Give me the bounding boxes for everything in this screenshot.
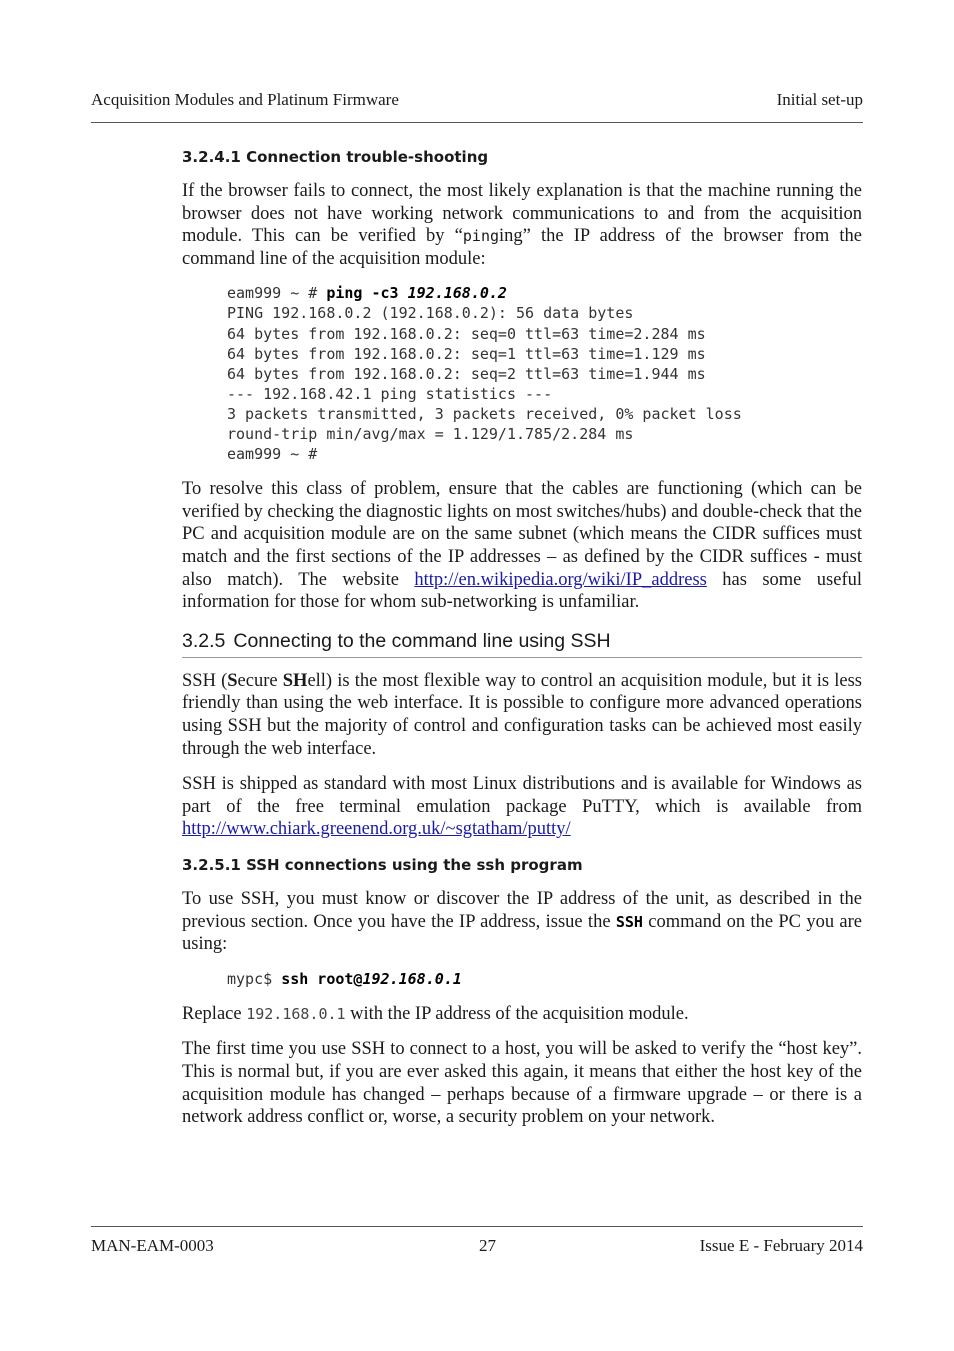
inline-command: ping <box>462 227 500 246</box>
page-header <box>91 90 863 114</box>
heading-3-2-4-1 <box>182 146 862 168</box>
code-line: 64 bytes from 192.168.0.2: seq=2 ttl=63 time=1.944 ms <box>227 364 706 383</box>
wikipedia-link[interactable]: http://en.wikipedia.org/wiki/IP_address <box>414 569 707 590</box>
code-line: round-trip min/avg/max = 1.129/1.785/2.284 ms <box>227 425 634 444</box>
code-command: ssh root@ <box>281 969 363 988</box>
code-line: 64 bytes from 192.168.0.2: seq=0 ttl=63 time=2.284 ms <box>227 324 706 343</box>
page-number: 27 <box>479 1236 496 1255</box>
code-line: 64 bytes from 192.168.0.2: seq=1 ttl=63 time=1.129 ms <box>227 344 706 363</box>
putty-link[interactable]: http://www.chiark.greenend.org.uk/~sgtatham/putty/ <box>182 819 571 840</box>
header-section: Initial set-up <box>776 90 863 109</box>
paragraph-ssh-intro: SSH (Secure SHell) is the most flexible way to control an acquisition module, but it is less friendly than using the web interface. It is possible to configure more advanced operations using SSH but the majority of control and configuration tasks can be achieved most easily through the web interface. <box>182 670 862 759</box>
document-id: MAN-EAM-0003 <box>91 1236 214 1255</box>
heading-number: 3.2.5.1 <box>182 855 241 874</box>
paragraph-resolve: To resolve this class of problem, ensure that the cables are functioning (which can be verified by checking the diagnostic lights on most switches/hubs) and double-check that the PC and acquisition module are on the same subnet (which means the CIDR suffices must match and the first sections of the IP addresses – as defined by the CIDR suffices - must also match). The website http://en.wikipedia.org/wiki/IP_address has some useful information for those for whom sub-networking is unfamiliar. <box>182 479 862 613</box>
heading-number: 3.2.4.1 <box>182 148 241 166</box>
heading-title: Connection trouble-shooting <box>246 148 489 166</box>
heading-3-2-5 <box>182 627 862 658</box>
header-title: Acquisition Modules and Platinum Firmware <box>91 90 399 109</box>
code-line: eam999 ~ # <box>227 445 318 464</box>
inline-ip: 192.168.0.1 <box>246 1004 346 1023</box>
page-footer <box>91 1236 863 1260</box>
code-prompt: eam999 ~ # <box>227 284 327 303</box>
code-ip: 192.168.0.1 <box>362 969 462 988</box>
inline-command: SSH <box>615 912 643 931</box>
code-ip: 192.168.0.2 <box>407 284 507 303</box>
paragraph-host-key: The first time you use SSH to connect to a host, you will be asked to verify the “host key”. This is normal but, if you are ever asked this again, it means that either the host key of the acquisition module has changed – perhaps because of a firmware upgrade – or there is a network address conflict or, worse, a security problem on your network. <box>182 1039 862 1128</box>
ssh-code-block <box>227 969 862 989</box>
code-line: PING 192.168.0.2 (192.168.0.2): 56 data bytes <box>227 304 634 323</box>
footer-rule <box>91 1226 863 1227</box>
heading-title: SSH connections using the ssh program <box>246 855 583 874</box>
heading-number: 3.2.5 <box>182 629 226 652</box>
code-line: --- 192.168.42.1 ping statistics --- <box>227 384 553 403</box>
paragraph-replace: Replace 192.168.0.1 with the IP address of the acquisition module. <box>182 1003 689 1024</box>
code-command: ping -c3 <box>326 284 408 303</box>
paragraph-ssh-use: To use SSH, you must know or discover the IP address of the unit, as described in the previous section. Once you have the IP address, issue the SSH command on the PC you are using: <box>182 888 862 955</box>
header-rule <box>91 122 863 123</box>
heading-title: Connecting to the command line using SSH <box>233 629 611 652</box>
page-content <box>182 146 862 1142</box>
heading-3-2-5-1 <box>182 854 862 876</box>
paragraph-ssh-availability: SSH is shipped as standard with most Linux distributions and is available for Windows as part of the free terminal emulation package PuTTY, which is available from http://www.chiark.greenend.org.uk/~sgtatham/putty/ <box>182 774 862 840</box>
code-prompt: mypc$ <box>227 969 282 988</box>
code-line: 3 packets transmitted, 3 packets received, 0% packet loss <box>227 404 742 423</box>
ping-code-block <box>227 283 862 464</box>
issue-date: Issue E - February 2014 <box>699 1236 863 1255</box>
paragraph-connect-fail: If the browser fails to connect, the most likely explanation is that the machine running the browser does not have working network communications to and from the acquisition module. This can be verified by “pinging” the IP address of the browser from the command line of the acquisition module: <box>182 181 862 269</box>
